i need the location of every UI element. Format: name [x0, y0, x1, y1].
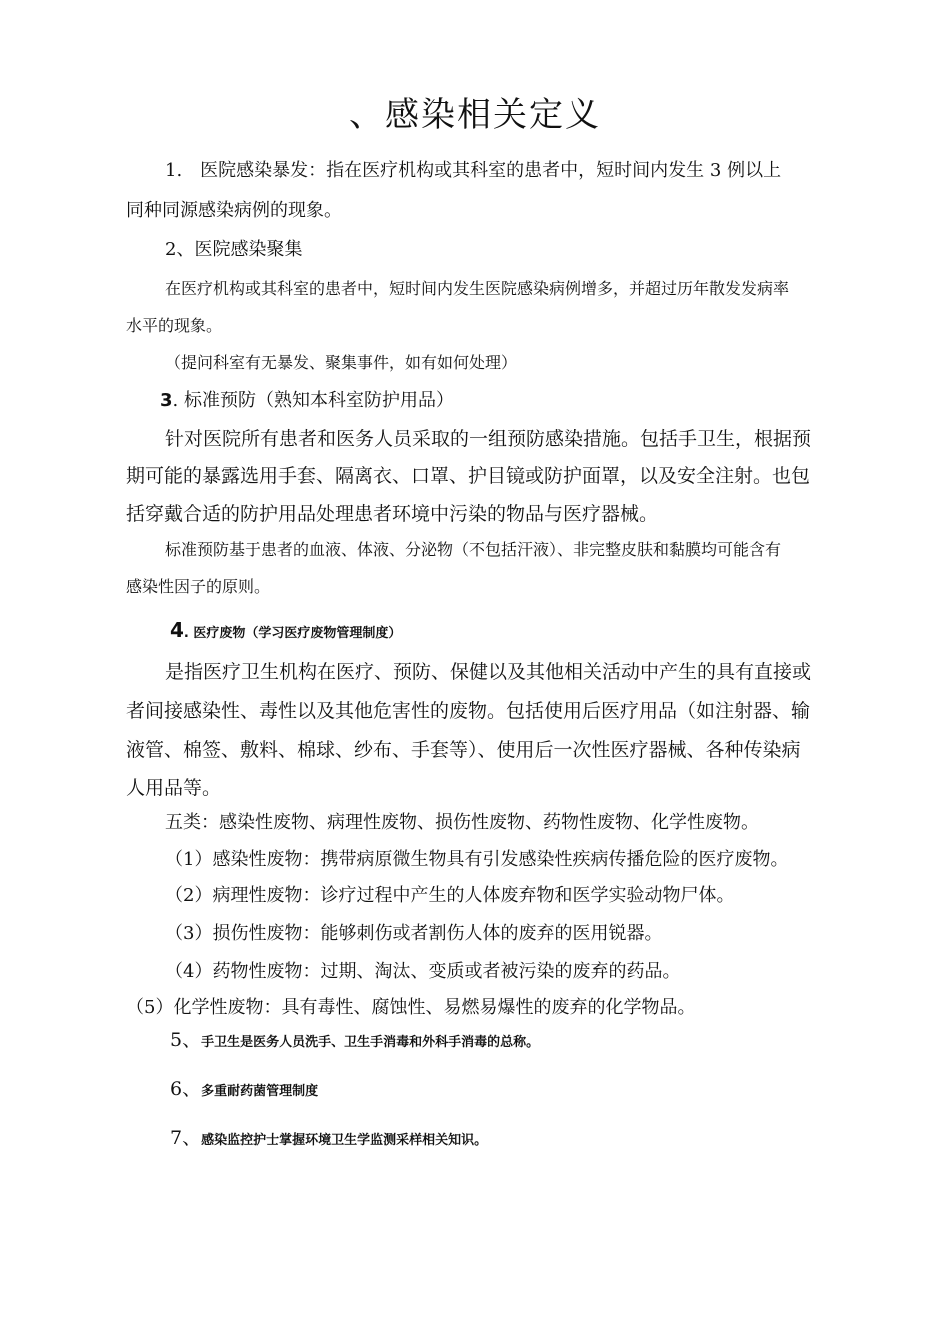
s4-p1-line-1: 是指医疗卫生机构在医疗、预防、保健以及其他相关活动中产生的具有直接或 — [165, 661, 812, 683]
s3-heading-line — [160, 392, 454, 410]
s2-heading: 2、医院感染聚集 — [165, 239, 303, 260]
s5-number: 5、 — [170, 1029, 202, 1051]
s2-line-1: 在医疗机构或其科室的患者中，短时间内发生医院感染病例增多，并超过历年散发发病率 — [165, 279, 790, 298]
s3-p2-line-1: 标准预防基于患者的血液、体液、分泌物（不包括汗液）、非完整皮肤和黏膜均可能含有 — [165, 540, 782, 559]
s7-number: 7、 — [170, 1127, 202, 1149]
s6-text: 多重耐药菌管理制度 — [201, 1084, 319, 1099]
s4-number: 4 — [170, 618, 184, 642]
s4-p1-line-2: 者间接感染性、毒性以及其他危害性的废物。包括使用后医疗用品（如注射器、输 — [126, 700, 811, 722]
s4-item-5: （5）化学性废物：具有毒性、腐蚀性、易燃易爆性的废弃的化学物品。 — [126, 997, 696, 1018]
s2-note: （提问科室有无暴发、聚集事件，如有如何处理） — [165, 353, 518, 372]
s7-text: 感染监控护士掌握环境卫生学监测采样相关知识。 — [201, 1133, 488, 1148]
s7-line — [170, 1129, 487, 1148]
s3-p1-line-2: 期可能的暴露选用手套、隔离衣、口罩、护目镜或防护面罩，以及安全注射。也包 — [126, 465, 811, 487]
s6-number: 6、 — [170, 1078, 202, 1100]
s4-categories: 五类：感染性废物、病理性废物、损伤性废物、药物性废物、化学性废物。 — [165, 812, 759, 833]
s5-line — [170, 1031, 539, 1050]
s3-heading: . 标准预防（熟知本科室防护用品） — [172, 390, 454, 411]
s4-p1-line-3: 液管、棉签、敷料、棉球、纱布、手套等）、使用后一次性医疗器械、各种传染病 — [126, 739, 801, 761]
s3-p1-line-3: 括穿戴合适的防护用品处理患者环境中污染的物品与医疗器械。 — [126, 503, 659, 525]
s4-heading: . 医疗废物（学习医疗废物管理制度） — [183, 626, 402, 641]
s1-line-1: 1. 医院感染暴发：指在医疗机构或其科室的患者中，短时间内发生 3 例以上 — [165, 160, 782, 181]
s4-p1-line-4: 人用品等。 — [126, 777, 222, 799]
page-title: 、感染相关定义 — [349, 95, 601, 135]
s3-p1-line-1: 针对医院所有患者和医务人员采取的一组预防感染措施。包括手卫生，根据预 — [165, 428, 812, 450]
s3-p2-line-2: 感染性因子的原则。 — [126, 577, 271, 596]
s1-line-2: 同种同源感染病例的现象。 — [126, 200, 342, 221]
s6-line — [170, 1080, 318, 1099]
s5-text: 手卫生是医务人员洗手、卫生手消毒和外科手消毒的总称。 — [201, 1035, 540, 1050]
s3-number: 3 — [160, 390, 173, 411]
s4-item-2: （2）病理性废物：诊疗过程中产生的人体废弃物和医学实验动物尸体。 — [165, 885, 735, 906]
s2-line-2: 水平的现象。 — [126, 316, 223, 335]
s4-item-4: （4）药物性废物：过期、淘汰、变质或者被污染的废弃的药品。 — [165, 961, 681, 982]
s4-heading-line — [170, 620, 401, 640]
s4-item-3: （3）损伤性废物：能够刺伤或者割伤人体的废弃的医用锐器。 — [165, 923, 663, 944]
s4-item-1: （1）感染性废物：携带病原微生物具有引发感染性疾病传播危险的医疗废物。 — [165, 849, 789, 870]
